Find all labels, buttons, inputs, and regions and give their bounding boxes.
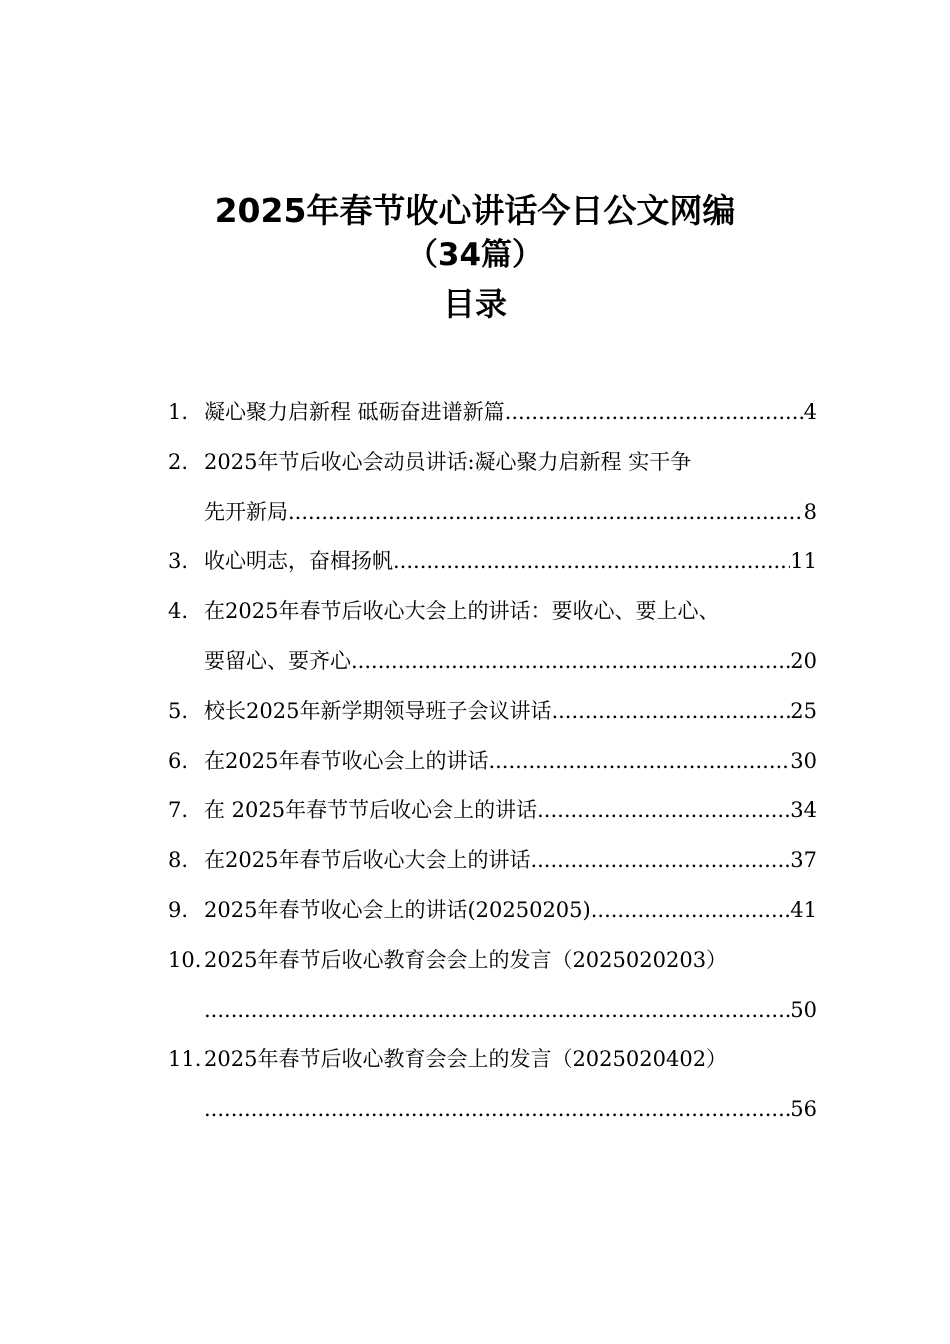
toc-entry-number: 7.	[168, 798, 189, 823]
dot-leader	[204, 1085, 790, 1135]
toc-entry-page: 56	[790, 1097, 817, 1122]
toc-entry-number: 6.	[168, 748, 189, 773]
dot-leader	[288, 488, 804, 538]
document-subtitle: （34篇）	[406, 237, 544, 273]
toc-entry-title-line1: 在2025年春节后收心大会上的讲话：要收心、要上心、	[204, 599, 720, 624]
toc-entry-title-line2: 要留心、要齐心	[204, 648, 351, 673]
dot-leader	[204, 986, 790, 1036]
toc-entry-page: 4	[803, 400, 817, 424]
toc-entry-5[interactable]	[168, 687, 818, 737]
dot-leader	[530, 836, 790, 886]
toc-entry-number: 1.	[168, 400, 189, 424]
toc-entry-page: 34	[790, 798, 817, 823]
toc-entry-page: 50	[790, 997, 817, 1022]
title-block	[0, 188, 950, 332]
toc-entry-7[interactable]	[168, 786, 818, 836]
toc-entry-11[interactable]	[168, 1035, 818, 1135]
document-title: 2025年春节收心讲话今日公文网编	[214, 191, 736, 230]
toc-entry-number: 10.	[168, 947, 202, 972]
toc-heading: 目录	[442, 285, 507, 323]
toc-entry-page: 41	[790, 897, 817, 922]
toc-entry-number: 3.	[168, 549, 189, 574]
dot-leader	[591, 886, 791, 936]
dot-leader	[488, 737, 790, 787]
toc-entry-title: 在2025年春节后收心大会上的讲话	[204, 848, 531, 873]
toc-entry-title-line1: 2025年节后收心会动员讲话:凝心聚力启新程 实干争	[204, 449, 692, 474]
toc-entry-title-line1: 2025年春节后收心教育会会上的发言（2025020203）	[204, 947, 728, 972]
toc-entry-page: 20	[790, 648, 817, 673]
toc-entry-number: 11.	[168, 1047, 202, 1072]
toc-entry-3[interactable]	[168, 537, 818, 587]
dot-leader	[505, 388, 804, 438]
toc-entry-9[interactable]	[168, 886, 818, 936]
dot-leader	[393, 537, 790, 587]
toc-entry-6[interactable]	[168, 737, 818, 787]
table-of-contents	[168, 388, 818, 1135]
toc-entry-10[interactable]	[168, 936, 818, 1036]
toc-entry-title-line2: 先开新局	[204, 499, 288, 524]
toc-entry-8[interactable]	[168, 836, 818, 886]
toc-entry-title: 在 2025年春节节后收心会上的讲话	[204, 798, 538, 823]
dot-leader	[537, 786, 790, 836]
dot-leader	[351, 637, 790, 687]
toc-entry-4[interactable]	[168, 587, 818, 687]
toc-entry-page: 8	[803, 499, 817, 524]
toc-entry-page: 11	[790, 549, 817, 574]
toc-entry-1[interactable]	[168, 388, 818, 438]
toc-entry-title: 在2025年春节收心会上的讲话	[204, 748, 489, 773]
toc-entry-page: 37	[790, 848, 817, 873]
toc-entry-title: 2025年春节收心会上的讲话(20250205)	[204, 897, 591, 922]
toc-entry-number: 5.	[168, 698, 189, 723]
toc-entry-title: 凝心聚力启新程 砥砺奋进谱新篇	[204, 400, 505, 424]
toc-entry-number: 9.	[168, 897, 189, 922]
toc-entry-2[interactable]	[168, 438, 818, 538]
toc-entry-title-line1: 2025年春节后收心教育会会上的发言（2025020402）	[204, 1047, 728, 1072]
toc-entry-title: 收心明志，奋楫扬帆	[204, 549, 393, 574]
toc-entry-number: 2.	[168, 449, 189, 474]
toc-entry-page: 30	[790, 748, 817, 773]
toc-entry-page: 25	[790, 698, 817, 723]
toc-entry-number: 8.	[168, 848, 189, 873]
toc-entry-number: 4.	[168, 599, 189, 624]
dot-leader	[551, 687, 790, 737]
toc-entry-title: 校长2025年新学期领导班子会议讲话	[204, 698, 552, 723]
